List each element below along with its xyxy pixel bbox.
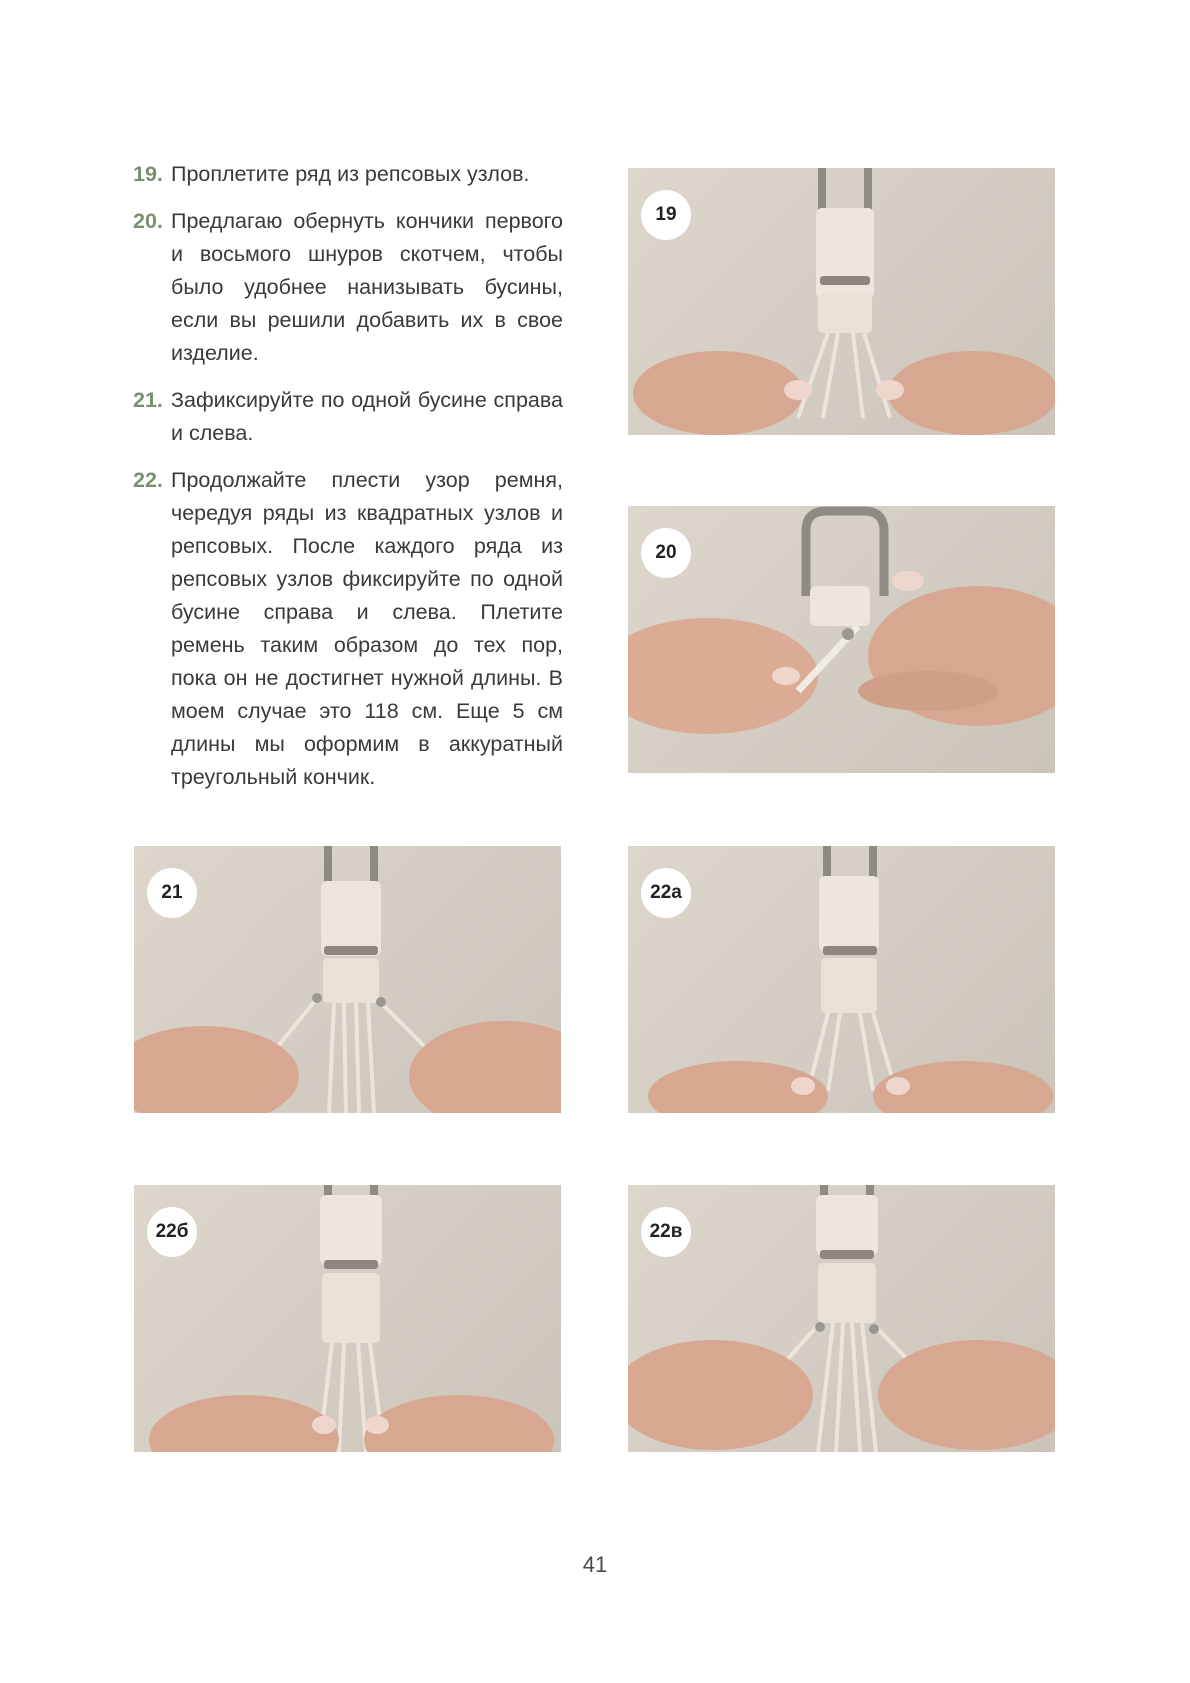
step-text: Зафиксируйте по одной бусине справа и слева. [171,388,563,445]
photo-step-21 [134,846,561,1113]
photo-badge: 20 [641,528,691,578]
photo-step-22b [134,1185,561,1452]
photo-badge: 22б [147,1207,197,1257]
photo-badge: 22в [641,1207,691,1257]
macrame-illustration [134,1185,561,1452]
instruction-steps [133,158,563,808]
step-text: Продолжайте плести узор ремня, чередуя ряды из квадратных узлов и репсовых. После каждого ряда из репсовых узлов фиксируйте по одной бусине справа и слева. Плетите ремень таким образом до тех пор, пока он не достигнет нужной длины. В моем случае это 118 см. Еще 5 см длины мы оформим в аккуратный треугольный кончик. [171,468,563,789]
photo-badge: 22а [641,868,691,918]
step-20 [133,205,563,370]
photo-step-19 [628,168,1055,435]
step-21 [133,384,563,450]
step-number: 21. [133,388,163,412]
step-number: 19. [133,162,163,186]
photo-step-22v [628,1185,1055,1452]
step-number: 22. [133,468,163,492]
step-text: Предлагаю обернуть кончики первого и восьмого шнуров скотчем, чтобы было удобнее нанизывать бусины, если вы решили добавить их в свое изделие. [171,209,563,365]
step-number: 20. [133,209,163,233]
photo-step-22a [628,846,1055,1113]
photo-badge: 19 [641,190,691,240]
step-22 [133,464,563,794]
step-text: Проплетите ряд из репсовых узлов. [171,162,530,186]
macrame-illustration [628,168,1055,435]
macrame-illustration [628,1185,1055,1452]
macrame-illustration [134,846,561,1113]
photo-badge: 21 [147,868,197,918]
photo-step-20 [628,506,1055,773]
macrame-illustration [628,846,1055,1113]
macrame-illustration [628,506,1055,773]
page-number: 41 [582,1552,608,1577]
step-19 [133,158,563,191]
